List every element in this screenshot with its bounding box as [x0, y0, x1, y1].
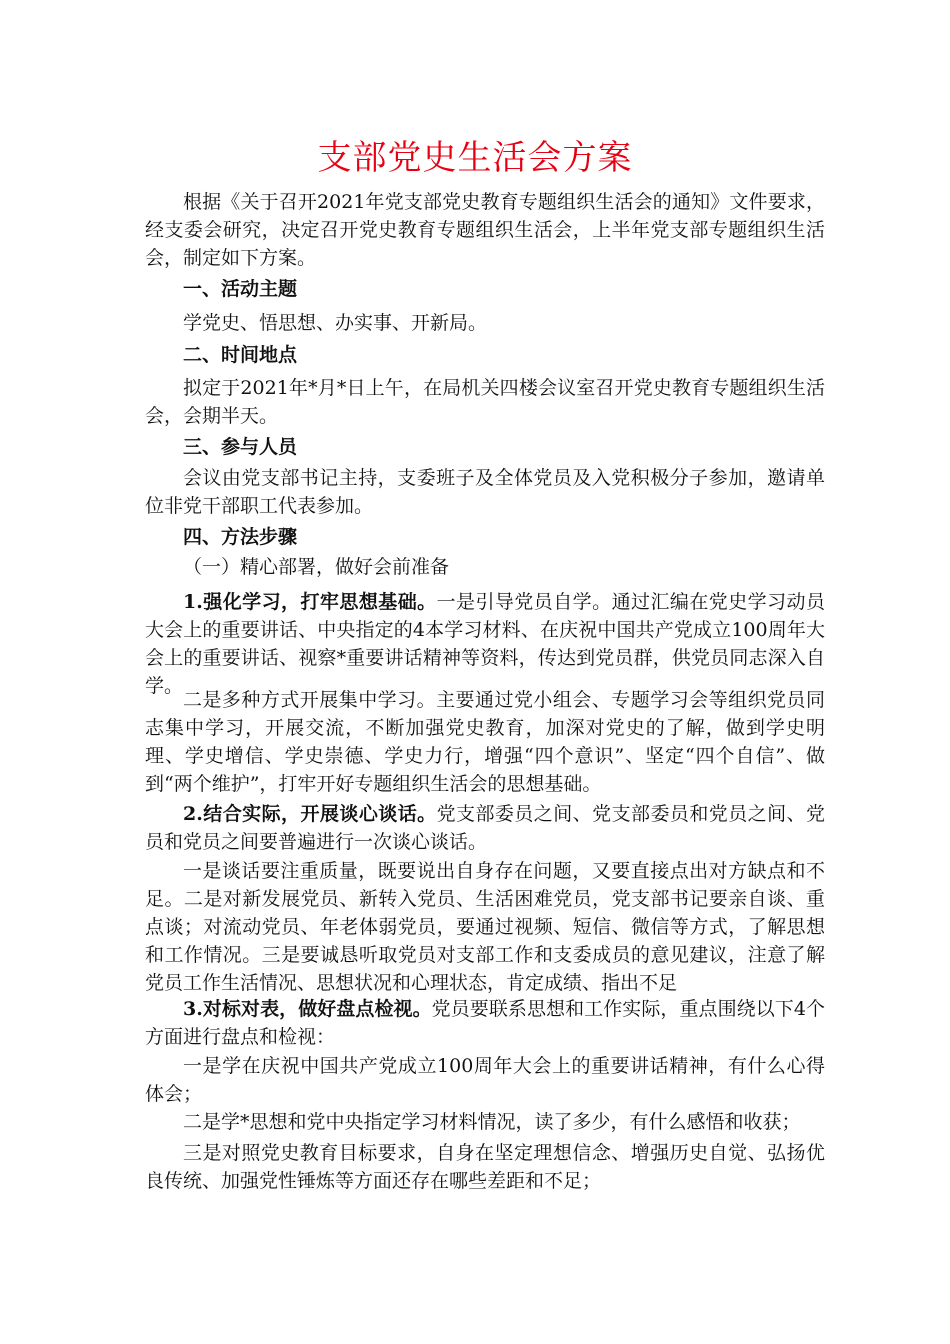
- section-2-body: 拟定于2021年*月*日上午，在局机关四楼会议室召开党史教育专题组织生活会，会期半天。: [145, 377, 825, 427]
- item-1-paragraph-2: 二是多种方式开展集中学习。主要通过党小组会、专题学习会等组织党员同志集中学习，开展交流，不断加强党史教育，加深对党史的了解，做到学史明理、学史增信、学史崇德、学史力行，增强“四个意识”、坚定“四个自信”、做到“两个维护”，打牢开好专题组织生活会的思想基础。: [145, 689, 825, 795]
- item-2-text: 党支部委员之间、党支部委员和党员之间、党员和党员之间要普遍进行一次谈心谈话。: [145, 803, 825, 853]
- section-4-subheading: （一）精心部署，做好会前准备: [183, 556, 450, 578]
- item-3-paragraph: [145, 995, 825, 1051]
- item-1-lead: 1.强化学习，打牢思想基础。: [183, 591, 437, 613]
- item-1-paragraph: [145, 588, 825, 700]
- item-3-point-1: 一是学在庆祝中国共产党成立100周年大会上的重要讲话精神，有什么心得体会；: [145, 1055, 825, 1105]
- item-3-point-2: 二是学*思想和党中央指定学习材料情况，读了多少，有什么感悟和收获；: [183, 1111, 801, 1133]
- section-3-body: 会议由党支部书记主持，支委班子及全体党员及入党积极分子参加，邀请单位非党干部职工代表参加。: [145, 467, 825, 517]
- section-4-heading: 四、方法步骤: [183, 526, 298, 548]
- item-3-point-3: 三是对照党史教育目标要求，自身在坚定理想信念、增强历史自觉、弘扬优良传统、加强党性锤炼等方面还存在哪些差距和不足；: [145, 1142, 825, 1192]
- document-title: 支部党史生活会方案: [317, 138, 633, 178]
- section-1-heading: 一、活动主题: [183, 278, 298, 300]
- item-2-lead: 2.结合实际，开展谈心谈话。: [183, 803, 437, 825]
- item-3-lead: 3.对标对表，做好盘点检视。: [183, 998, 432, 1020]
- item-3-text: 党员要联系思想和工作实际，重点围绕以下4个方面进行盘点和检视：: [145, 998, 825, 1048]
- intro-paragraph: 根据《关于召开2021年党支部党史教育专题组织生活会的通知》文件要求，经支委会研究，决定召开党史教育专题组织生活会，上半年党支部专题组织生活会，制定如下方案。: [145, 191, 825, 269]
- section-1-body: 学党史、悟思想、办实事、开新局。: [183, 312, 488, 334]
- section-3-heading: 三、参与人员: [183, 436, 298, 458]
- section-2-heading: 二、时间地点: [183, 344, 298, 366]
- item-2-paragraph-2: 一是谈话要注重质量，既要说出自身存在问题，又要直接点出对方缺点和不足。二是对新发展党员、新转入党员、生活困难党员，党支部书记要亲自谈、重点谈；对流动党员、年老体弱党员，要通过视频、短信、微信等方式，了解思想和工作情况。三是要诚恳听取党员对支部工作和支委成员的意见建议，注意了解党员工作生活情况、思想状况和心理状态，肯定成绩、指出不足: [145, 860, 825, 994]
- item-2-paragraph: [145, 800, 825, 856]
- item-1-text: 一是引导党员自学。通过汇编在党史学习动员大会上的重要讲话、中央指定的4本学习材料、在庆祝中国共产党成立100周年大会上的重要讲话、视察*重要讲话精神等资料，传达到党员群，供党员同志深入自学。: [145, 591, 825, 697]
